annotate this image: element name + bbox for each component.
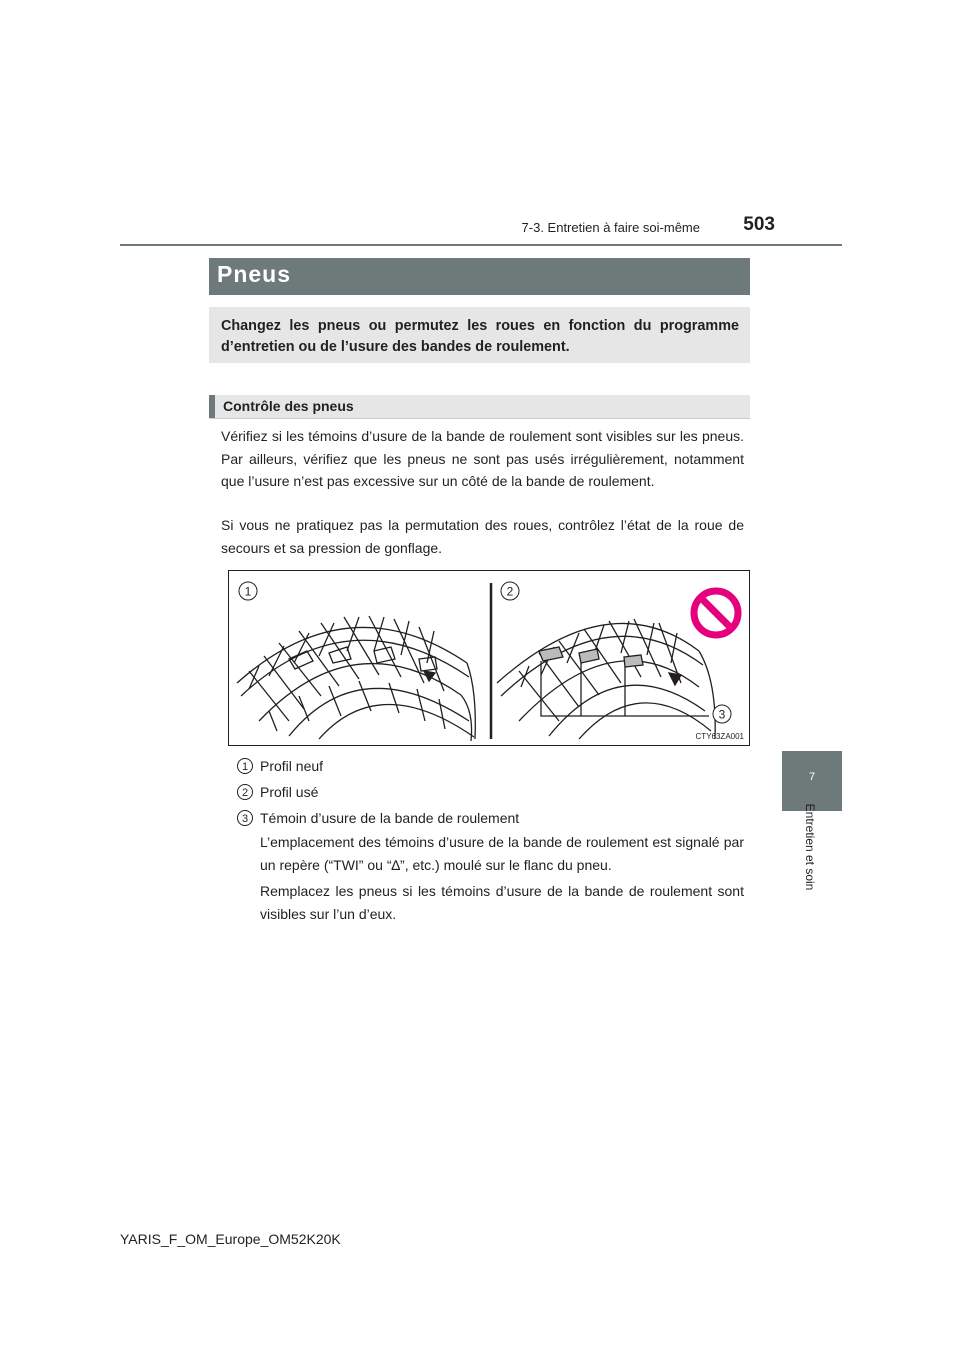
- subheading-accent: [209, 395, 215, 418]
- description-1: L’emplacement des témoins d’usure de la bande de roulement est signalé par un repère (“TWI” ou “∆”, etc.) moulé sur le flanc du pneu.: [260, 834, 744, 873]
- worn-tread-tire: [497, 619, 715, 739]
- header-divider: [120, 244, 842, 246]
- callout-3: [713, 705, 731, 723]
- legend-2-text: Profil usé: [260, 784, 319, 800]
- legend-1-badge: [236, 757, 254, 775]
- description-2: Remplacez les pneus si les témoins d’usure de la bande de roulement sont visibles sur l’un d’eux.: [260, 883, 744, 922]
- callout-1: [239, 582, 257, 600]
- paragraph-1: Vérifiez si les témoins d’usure de la bande de roulement sont visibles sur les pneus. Par ailleurs, vérifiez que les pneus ne sont pas usés irrégulièrement, notamment que l’usure n’est pas excessive sur un côté de la bande de roulement.: [221, 428, 744, 489]
- title-bar: [209, 258, 750, 295]
- footer-code: YARIS_F_OM_Europe_OM52K20K: [120, 1231, 341, 1247]
- svg-text:2: 2: [241, 787, 249, 799]
- subheading: Contrôle des pneus: [223, 398, 354, 414]
- paragraph-2: Si vous ne pratiquez pas la permutation des roues, contrôlez l’état de la roue de secours et sa pression de gonflage.: [221, 517, 744, 556]
- header-section-title: 7-3. Entretien à faire soi-même: [521, 220, 700, 235]
- legend-1-text: Profil neuf: [260, 758, 324, 774]
- intro-text: Changez les pneus ou permutez les roues en fonction du programme d’entretien ou de l’usure des bandes de roulement.: [221, 318, 739, 355]
- intro-box: [209, 307, 750, 363]
- legend-3-text: Témoin d’usure de la bande de roulement: [260, 810, 520, 826]
- svg-text:3: 3: [241, 813, 249, 825]
- chapter-number: 7: [808, 771, 816, 783]
- svg-text:2: 2: [506, 584, 514, 599]
- svg-text:3: 3: [718, 707, 726, 722]
- subheading-bar: [209, 395, 750, 419]
- svg-text:1: 1: [241, 761, 249, 773]
- svg-text:1: 1: [244, 584, 252, 599]
- legend-2-badge: [236, 783, 254, 801]
- no-entry-icon: [694, 591, 738, 635]
- chapter-label: Entretien et soin: [803, 803, 817, 891]
- tire-figure: [228, 570, 750, 746]
- new-tread-tire: [237, 616, 475, 741]
- page-number: 503: [743, 214, 775, 235]
- callout-2: [501, 582, 519, 600]
- page-title: Pneus: [217, 261, 292, 287]
- figure-code: CTY63ZA001: [695, 732, 744, 741]
- legend-3-badge: [236, 809, 254, 827]
- tire-illustration: [229, 571, 749, 745]
